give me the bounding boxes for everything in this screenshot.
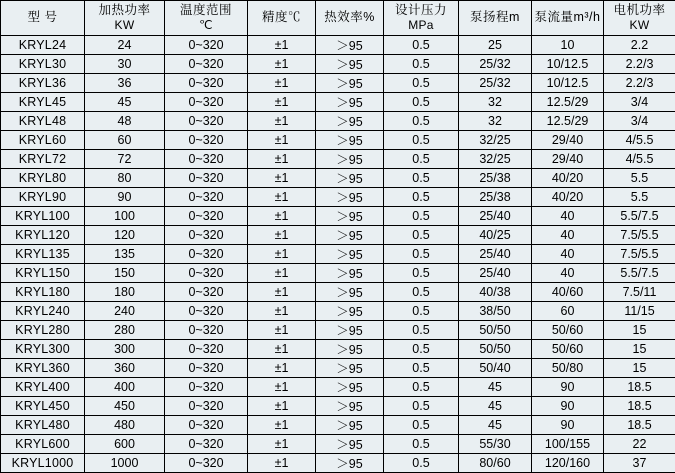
table-cell: 450 [85,397,165,416]
cell-model: KRYL450 [1,397,85,416]
table-cell: 60 [85,131,165,150]
table-cell: 40/20 [532,188,604,207]
table-cell: 25 [459,36,532,55]
table-cell: 0~320 [165,207,248,226]
table-cell: 55/30 [459,435,532,454]
table-row [1,359,675,378]
table-cell: ±1 [248,150,316,169]
table-cell: 50/50 [459,321,532,340]
column-header-line1: 热效率% [316,10,383,26]
table-cell: ±1 [248,454,316,473]
table-cell: 0~320 [165,55,248,74]
table-row [1,131,675,150]
table-cell: ＞95 [316,378,384,397]
table-cell: 0.5 [384,93,459,112]
table-cell: 40/38 [459,283,532,302]
cell-model: KRYL135 [1,245,85,264]
column-header-0 [1,1,85,36]
table-cell: ＞95 [316,245,384,264]
cell-model: KRYL360 [1,359,85,378]
table-cell: 0.5 [384,188,459,207]
table-row [1,416,675,435]
column-header-6 [459,1,532,36]
table-cell: 22 [604,435,675,454]
column-header-line1: 精度℃ [248,10,315,26]
table-cell: 80/60 [459,454,532,473]
table-cell: 0.5 [384,150,459,169]
table-cell: ＞95 [316,93,384,112]
table-cell: 100 [85,207,165,226]
table-cell: 0~320 [165,264,248,283]
column-header-4 [316,1,384,36]
table-cell: ±1 [248,112,316,131]
table-cell: ±1 [248,378,316,397]
table-cell: ＞95 [316,74,384,93]
table-cell: 5.5 [604,169,675,188]
table-row [1,397,675,416]
table-cell: 3/4 [604,112,675,131]
table-cell: ±1 [248,359,316,378]
table-cell: 45 [459,416,532,435]
table-cell: 38/50 [459,302,532,321]
table-cell: 0.5 [384,283,459,302]
cell-model: KRYL1000 [1,454,85,473]
column-header-line2: KW [85,18,164,33]
cell-model: KRYL30 [1,55,85,74]
table-cell: 2.2/3 [604,55,675,74]
table-body [1,36,675,473]
table-row [1,302,675,321]
table-cell: ±1 [248,264,316,283]
table-cell: 15 [604,321,675,340]
table-row [1,112,675,131]
table-cell: 0~320 [165,226,248,245]
table-cell: ±1 [248,435,316,454]
table-cell: 12.5/29 [532,112,604,131]
cell-model: KRYL280 [1,321,85,340]
table-cell: 60 [532,302,604,321]
cell-model: KRYL120 [1,226,85,245]
table-row [1,245,675,264]
table-cell: 18.5 [604,378,675,397]
table-cell: 90 [532,397,604,416]
table-cell: 50/40 [459,359,532,378]
column-header-line1: 电机功率 [604,3,675,19]
column-header-line1: 泵扬程m [459,10,531,26]
table-cell: 240 [85,302,165,321]
table-row [1,264,675,283]
table-cell: 0~320 [165,93,248,112]
table-cell: 45 [459,378,532,397]
table-cell: ＞95 [316,359,384,378]
table-cell: 0~320 [165,340,248,359]
table-cell: ±1 [248,302,316,321]
table-row [1,188,675,207]
table-cell: 25/32 [459,74,532,93]
table-cell: ＞95 [316,340,384,359]
table-cell: 24 [85,36,165,55]
table-row [1,454,675,473]
table-cell: ＞95 [316,207,384,226]
table-cell: 0.5 [384,264,459,283]
table-cell: 40/60 [532,283,604,302]
table-cell: 0~320 [165,131,248,150]
table-row [1,150,675,169]
table-cell: ＞95 [316,150,384,169]
table-cell: 0.5 [384,226,459,245]
table-cell: 480 [85,416,165,435]
table-cell: 25/40 [459,245,532,264]
table-cell: 0.5 [384,321,459,340]
table-cell: 0~320 [165,359,248,378]
table-cell: 0.5 [384,397,459,416]
table-cell: 0.5 [384,74,459,93]
table-cell: 5.5/7.5 [604,264,675,283]
table-row [1,207,675,226]
table-cell: 40/25 [459,226,532,245]
table-cell: 120/160 [532,454,604,473]
table-cell: 7.5/5.5 [604,245,675,264]
table-cell: ±1 [248,397,316,416]
table-cell: 0~320 [165,150,248,169]
column-header-line1: 加热功率 [85,3,164,19]
table-cell: 0~320 [165,321,248,340]
table-cell: 11/15 [604,302,675,321]
table-cell: 25/38 [459,188,532,207]
table-cell: 0.5 [384,169,459,188]
table-cell: 0~320 [165,397,248,416]
table-cell: 40 [532,207,604,226]
cell-model: KRYL150 [1,264,85,283]
table-cell: ＞95 [316,55,384,74]
table-cell: 25/38 [459,169,532,188]
table-cell: 32/25 [459,150,532,169]
table-cell: 2.2/3 [604,74,675,93]
header-row [1,1,675,36]
table-cell: 400 [85,378,165,397]
table-cell: 15 [604,359,675,378]
table-cell: 120 [85,226,165,245]
table-cell: 0~320 [165,435,248,454]
table-cell: ＞95 [316,112,384,131]
table-cell: 32/25 [459,131,532,150]
table-cell: 0.5 [384,302,459,321]
table-cell: ＞95 [316,188,384,207]
table-cell: 1000 [85,454,165,473]
column-header-line1: 设计压力 [384,3,458,19]
table-cell: 18.5 [604,397,675,416]
table-cell: 0.5 [384,36,459,55]
table-cell: 15 [604,340,675,359]
table-cell: 0.5 [384,55,459,74]
table-cell: ±1 [248,283,316,302]
table-cell: ＞95 [316,169,384,188]
table-cell: 10/12.5 [532,74,604,93]
table-cell: 10 [532,36,604,55]
table-cell: 7.5/5.5 [604,226,675,245]
table-header [1,1,675,36]
table-cell: 90 [85,188,165,207]
table-cell: 50/60 [532,340,604,359]
table-cell: 50/80 [532,359,604,378]
table-cell: 0.5 [384,112,459,131]
cell-model: KRYL300 [1,340,85,359]
table-cell: ±1 [248,169,316,188]
column-header-7 [532,1,604,36]
cell-model: KRYL36 [1,74,85,93]
table-row [1,226,675,245]
cell-model: KRYL45 [1,93,85,112]
cell-model: KRYL60 [1,131,85,150]
table-cell: 50/60 [532,321,604,340]
table-cell: 0~320 [165,454,248,473]
column-header-line1: 型 号 [1,10,84,26]
table-cell: 0.5 [384,416,459,435]
table-row [1,36,675,55]
table-cell: 0~320 [165,416,248,435]
cell-model: KRYL80 [1,169,85,188]
column-header-8 [604,1,675,36]
table-cell: ＞95 [316,454,384,473]
column-header-5 [384,1,459,36]
cell-model: KRYL90 [1,188,85,207]
table-cell: 360 [85,359,165,378]
column-header-1 [85,1,165,36]
table-cell: 600 [85,435,165,454]
table-cell: ＞95 [316,226,384,245]
table-cell: 0.5 [384,435,459,454]
column-header-line2: ℃ [165,18,247,33]
column-header-line2: MPa [384,18,458,33]
table-cell: 280 [85,321,165,340]
table-cell: 32 [459,112,532,131]
cell-model: KRYL400 [1,378,85,397]
table-cell: ±1 [248,131,316,150]
column-header-line1: 泵流量m³/h [532,10,603,26]
table-cell: 90 [532,416,604,435]
table-cell: 0~320 [165,36,248,55]
table-cell: 90 [532,378,604,397]
table-cell: 36 [85,74,165,93]
table-cell: ＞95 [316,321,384,340]
table-cell: 0.5 [384,359,459,378]
table-row [1,55,675,74]
cell-model: KRYL24 [1,36,85,55]
column-header-line1: 温度范围 [165,3,247,19]
table-cell: 5.5/7.5 [604,207,675,226]
table-cell: 25/32 [459,55,532,74]
table-cell: 0~320 [165,245,248,264]
table-cell: ±1 [248,245,316,264]
table-cell: 30 [85,55,165,74]
table-cell: ＞95 [316,435,384,454]
table-cell: 32 [459,93,532,112]
table-cell: 72 [85,150,165,169]
table-cell: 0~320 [165,188,248,207]
table-cell: ＞95 [316,397,384,416]
table-cell: 5.5 [604,188,675,207]
table-cell: 4/5.5 [604,150,675,169]
cell-model: KRYL180 [1,283,85,302]
table-cell: ±1 [248,340,316,359]
table-cell: 0.5 [384,340,459,359]
table-cell: 4/5.5 [604,131,675,150]
table-cell: ±1 [248,93,316,112]
table-cell: 0~320 [165,302,248,321]
table-cell: 45 [85,93,165,112]
cell-model: KRYL48 [1,112,85,131]
table-cell: 100/155 [532,435,604,454]
table-cell: ＞95 [316,416,384,435]
cell-model: KRYL600 [1,435,85,454]
table-cell: 300 [85,340,165,359]
table-cell: ＞95 [316,283,384,302]
table-cell: 25/40 [459,207,532,226]
table-row [1,378,675,397]
table-cell: ±1 [248,188,316,207]
table-cell: 0~320 [165,112,248,131]
table-row [1,93,675,112]
table-cell: ±1 [248,36,316,55]
column-header-line2: KW [604,18,675,33]
table-cell: ±1 [248,74,316,93]
cell-model: KRYL100 [1,207,85,226]
table-cell: 10/12.5 [532,55,604,74]
table-cell: 150 [85,264,165,283]
table-cell: 0.5 [384,207,459,226]
column-header-3 [248,1,316,36]
table-cell: 37 [604,454,675,473]
table-cell: 25/40 [459,264,532,283]
table-cell: 40 [532,226,604,245]
table-row [1,74,675,93]
table-cell: 0~320 [165,283,248,302]
table-row [1,169,675,188]
table-cell: 180 [85,283,165,302]
cell-model: KRYL480 [1,416,85,435]
table-cell: ＞95 [316,302,384,321]
table-cell: 2.2 [604,36,675,55]
table-row [1,321,675,340]
table-cell: ＞95 [316,264,384,283]
table-row [1,435,675,454]
table-cell: 12.5/29 [532,93,604,112]
cell-model: KRYL240 [1,302,85,321]
table-cell: 0.5 [384,245,459,264]
table-cell: ±1 [248,226,316,245]
table-cell: ±1 [248,55,316,74]
table-cell: 48 [85,112,165,131]
table-row [1,340,675,359]
table-cell: ±1 [248,207,316,226]
column-header-2 [165,1,248,36]
table-cell: 40 [532,264,604,283]
table-cell: 0.5 [384,131,459,150]
table-cell: 29/40 [532,150,604,169]
cell-model: KRYL72 [1,150,85,169]
table-cell: 135 [85,245,165,264]
table-cell: 80 [85,169,165,188]
table-cell: 0~320 [165,169,248,188]
table-cell: ＞95 [316,131,384,150]
table-cell: 18.5 [604,416,675,435]
table-cell: 45 [459,397,532,416]
table-cell: 50/50 [459,340,532,359]
table-cell: 29/40 [532,131,604,150]
table-cell: ±1 [248,416,316,435]
table-cell: ＞95 [316,36,384,55]
table-row [1,283,675,302]
table-cell: 7.5/11 [604,283,675,302]
table-cell: 3/4 [604,93,675,112]
table-cell: 40/20 [532,169,604,188]
table-cell: ±1 [248,321,316,340]
table-cell: 0~320 [165,74,248,93]
table-cell: 0.5 [384,378,459,397]
table-cell: 0.5 [384,454,459,473]
table-cell: 40 [532,245,604,264]
table-cell: 0~320 [165,378,248,397]
